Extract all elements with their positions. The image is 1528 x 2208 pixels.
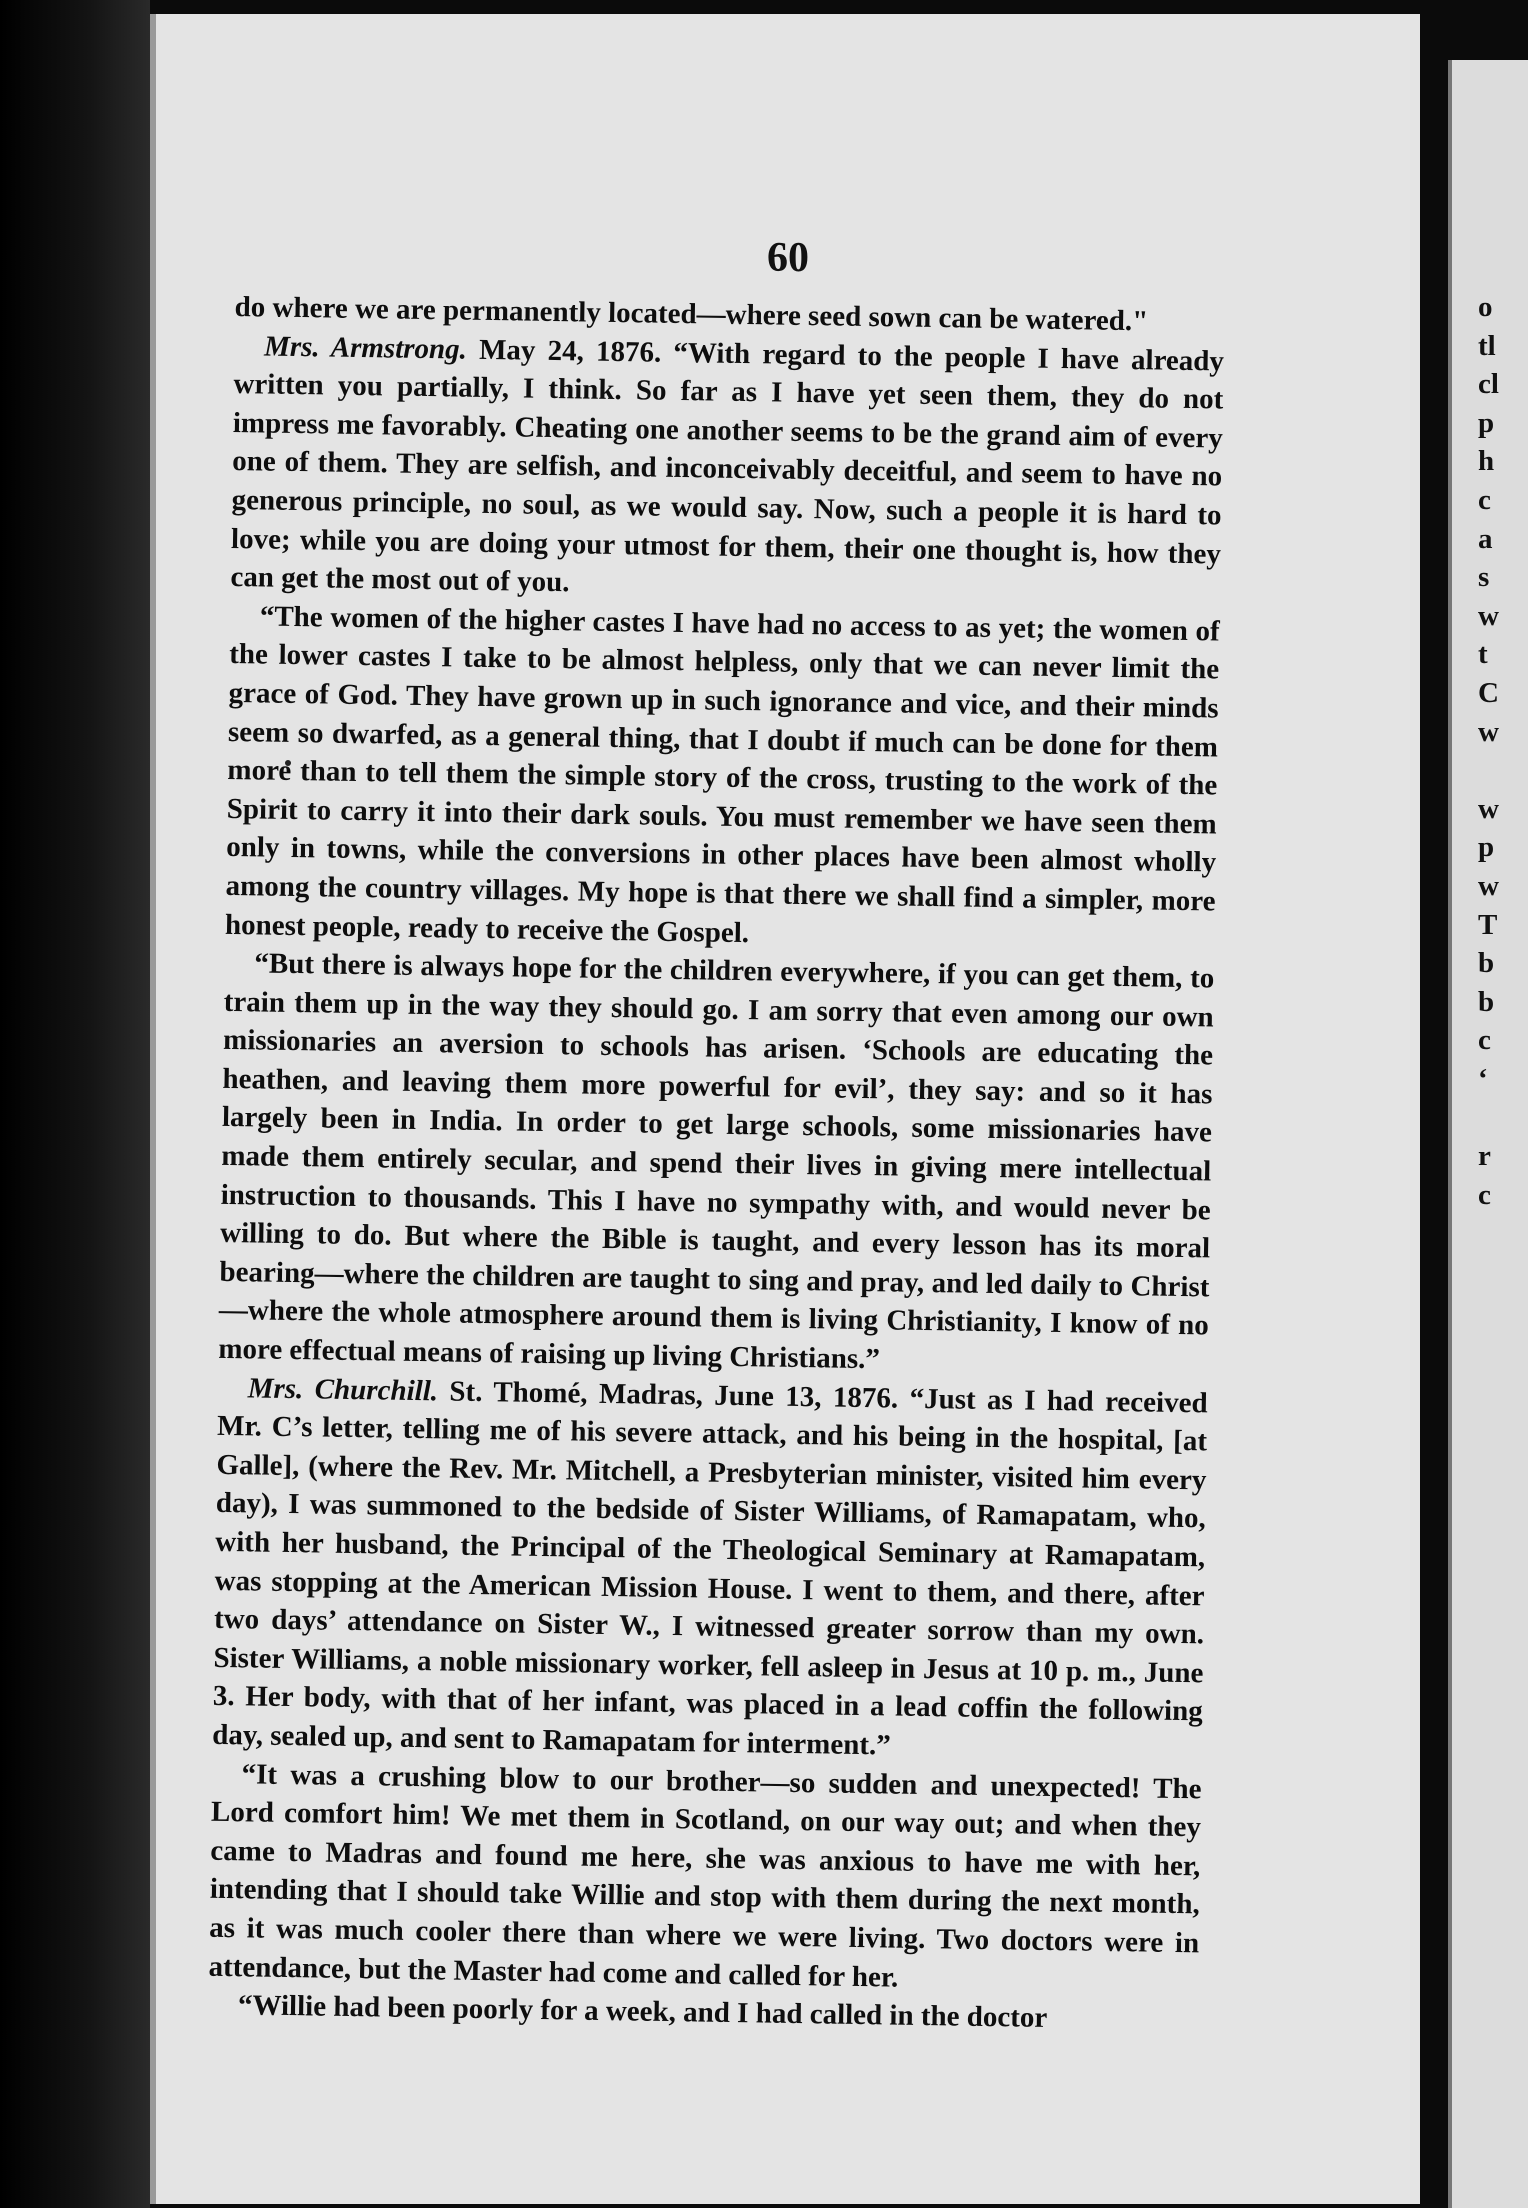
paragraph-2: [230, 327, 1224, 613]
adjacent-page-fragment: r: [1478, 1140, 1491, 1173]
adjacent-page-fragment: w: [1478, 792, 1499, 825]
adjacent-page-fragment: p: [1478, 406, 1495, 439]
adjacent-page-fragment: c: [1478, 483, 1491, 516]
paragraph-text: May 24, 1876. “With regard to the people I have already written you partially, I think. So far as I have yet seen them, they do not impress me favorably. Cheating one another seems to be the grand aim of every one of them. They are selfish, and inconceivably deceitful, and seem to have no generous principle, no soul, as we would say. Now, such a people it is hard to love; while you are doing your utmost for them, their one thought is, how they can get the most out of you.: [230, 333, 1225, 599]
adjacent-page-fragment: C: [1478, 676, 1499, 709]
paragraph-text: St. Thomé, Madras, June 13, 1876. “Just as I had received Mr. C’s letter, telling me of his severe attack, and his being in the hospital, [at Galle], (where the Rev. Mr. Mitchell, a Presbyterian minister, visited him every day), I was summoned to the bedside of Sister Williams, of Ramapatam, who, with her husband, the Principal of the Theological Seminary at Ramapatam, was stopping at the American Mission House. I went to them, and there, after two days’ attendance on Sister W., I witnessed greater sorrow than my own. Sister Williams, a noble missionary worker, fell asleep in Jesus at 10 p. m., June 3. Her body, with that of her infant, was placed in a lead coffin the following day, sealed up, and sent to Ramapatam for interment.”: [212, 1374, 1208, 1762]
paragraph-4: [218, 944, 1215, 1384]
adjacent-page-fragment: tl: [1478, 329, 1496, 362]
page-body-text: [208, 288, 1225, 2040]
adjacent-page-fragment: b: [1478, 985, 1495, 1018]
page-number: 60: [767, 235, 809, 281]
adjacent-page-fragment: ‘: [1478, 1062, 1488, 1095]
paragraph-text: “But there is always hope for the children everywhere, if you can get them, to train them up in the way they should go. I am sorry that even among our own missionaries an aversion to schools has arisen. ‘Schools are educating the heathen, and leaving them more powerful for evil’, they say: and so it has largely been in India. In order to get large schools, some missionaries have made them entirely secular, and spend their lives in giving mere intellectual instruction to thousands. This I have no sympathy with, and would never be willing to do. But where the Bible is taught, and every lesson has its moral bearing—where the children are taught to sing and pray, and led daily to Christ—where the whole atmosphere around them is living Christianity, I know of no more effectual means of raising up living Christians.”: [218, 947, 1215, 1376]
adjacent-page-fragment: t: [1478, 638, 1488, 671]
adjacent-page-fragment: [1478, 1098, 1499, 1137]
adjacent-page-fragment: b: [1478, 947, 1495, 980]
paragraph-speaker: Mrs. Churchill.: [247, 1371, 439, 1407]
adjacent-page-edge: [1448, 60, 1528, 2208]
adjacent-page-fragment: T: [1478, 908, 1498, 941]
paragraph-5: [212, 1368, 1208, 1769]
paragraph-speaker: Mrs. Armstrong.: [263, 330, 468, 366]
adjacent-page-fragment: w: [1478, 715, 1499, 748]
adjacent-page-fragment: s: [1478, 561, 1490, 594]
paragraph-3: [225, 597, 1220, 960]
adjacent-page-fragment: o: [1478, 291, 1493, 323]
paragraph-text: “It was a crushing blow to our brother—so sudden and unexpected! The Lord comfort him! We met them in Scotland, on our way out; and when they came to Madras and found me here, she was anxious to have me with her, intending that I should take Willie and stop with them during the next month, as it was much cooler there than where we were living. Two doctors were in attendance, but the Master had come and called for her.: [208, 1757, 1202, 1994]
paragraph-text: “The women of the higher castes I have had no access to as yet; the women of the lower castes I take to be almost helpless, only that we can never limit the grace of God. They have grown up in such ignorance and vice, and their minds seem so dwarfed, as a general thing, that I doubt if much can be done for them more than to tell them the simple story of the cross, trusting to the work of the Spirit to carry it into their dark souls. You must remember we have seen them only in towns, while the conversions in other places have been almost wholly among the country villages. My hope is that there we shall find a simpler, more honest people, ready to receive the Gospel.: [224, 600, 1220, 949]
adjacent-page-fragment: h: [1478, 445, 1495, 478]
adjacent-page-fragment: c: [1478, 1024, 1491, 1057]
adjacent-page-fragment: w: [1478, 869, 1499, 902]
adjacent-page-fragment: c: [1478, 1178, 1491, 1211]
adjacent-page-text-fragments: [1478, 288, 1499, 1214]
adjacent-page-fragment: a: [1478, 522, 1493, 555]
adjacent-page-fragment: [1478, 751, 1499, 790]
paragraph-6: [208, 1754, 1202, 2001]
paragraph-text: “Willie had been poorly for a week, and I had called in the doctor: [237, 1989, 1048, 2035]
adjacent-page-fragment: w: [1478, 599, 1499, 632]
adjacent-page-fragment: cl: [1478, 368, 1499, 401]
book-gutter-left: [0, 0, 150, 2208]
paragraph-text: do where we are permanently located—where seed sown can be watered.": [234, 290, 1149, 338]
adjacent-page-fragment: p: [1478, 831, 1495, 864]
